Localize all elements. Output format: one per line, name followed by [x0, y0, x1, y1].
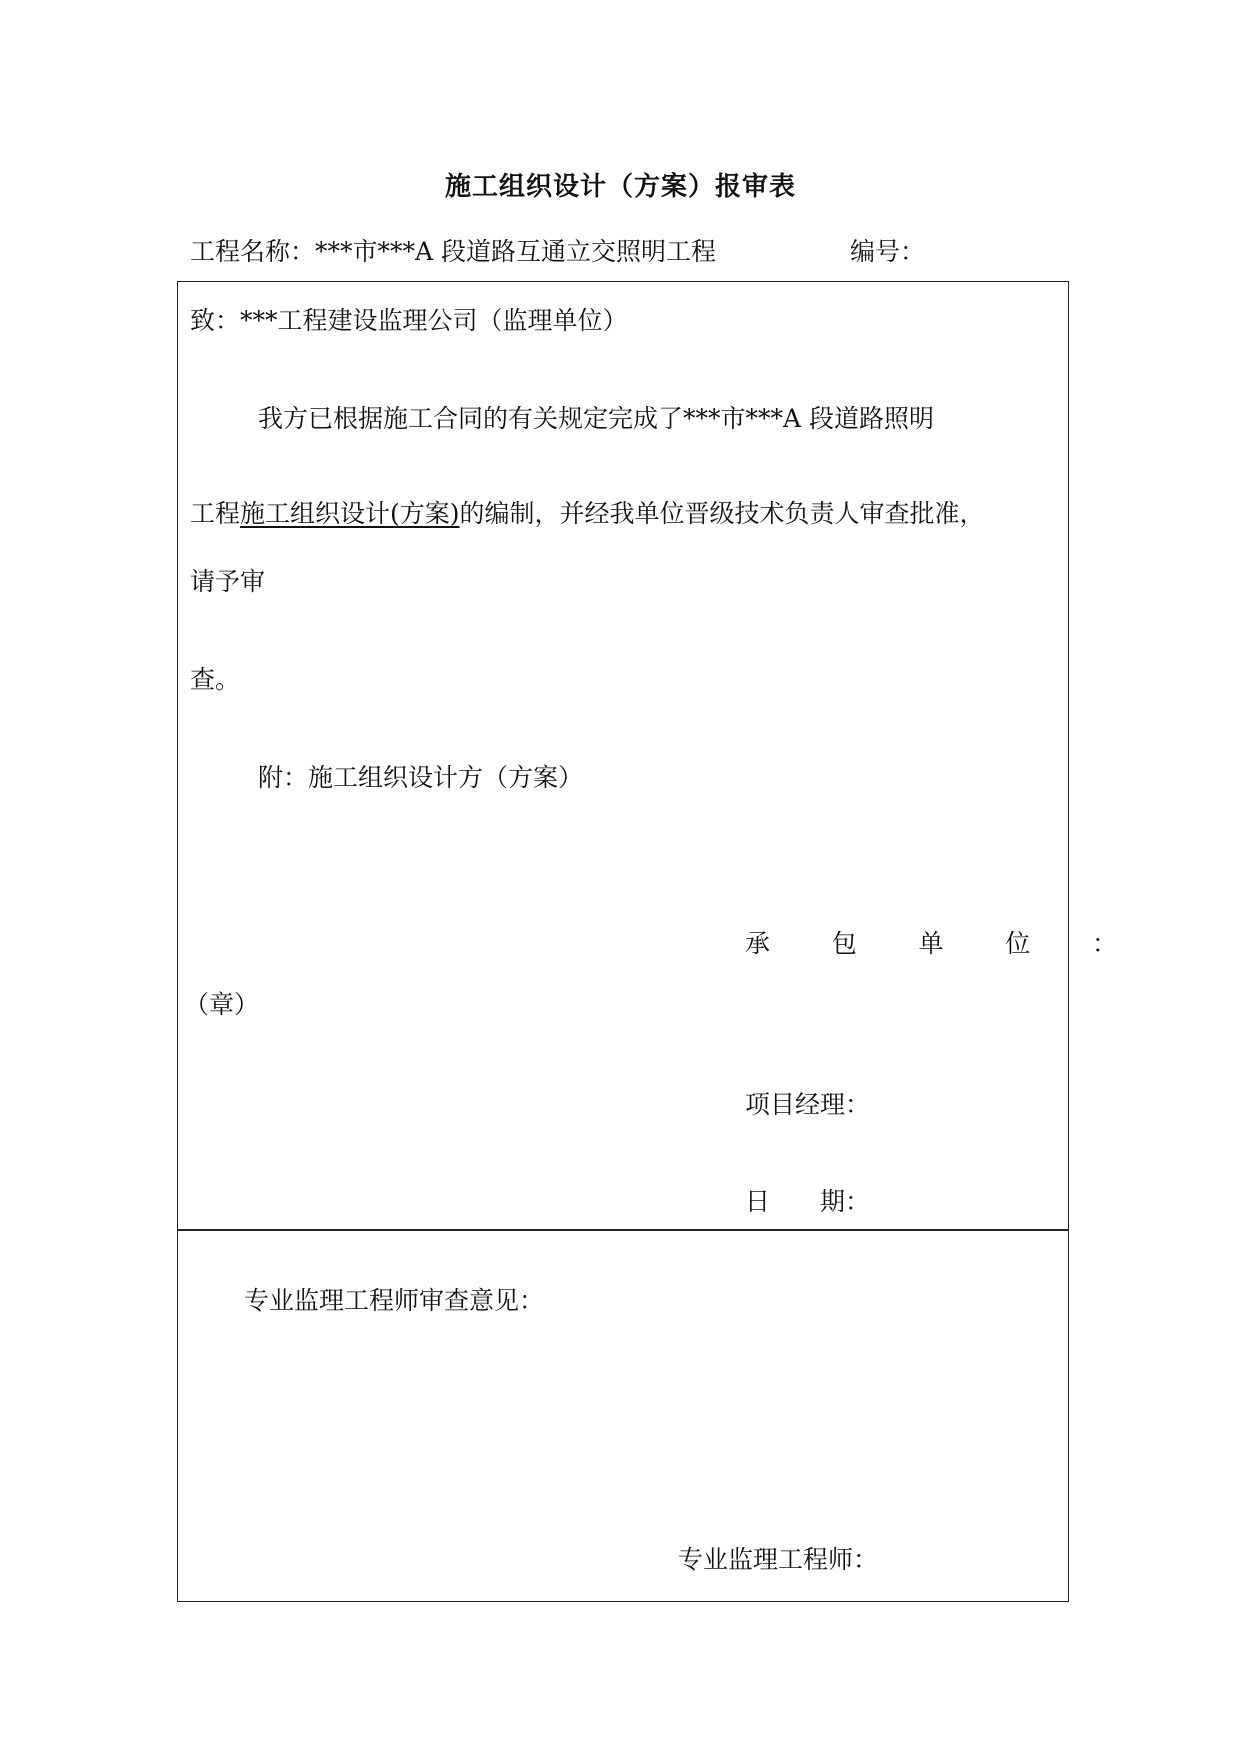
- date-label: [745, 1182, 870, 1218]
- engineer-signature-label: 专业监理工程师：: [678, 1545, 879, 1574]
- contractor-char: 承: [745, 929, 771, 958]
- paragraph-line-4: 查。: [190, 665, 241, 694]
- contractor-char: 单: [918, 929, 944, 958]
- paragraph-line-2-suffix: 的编制，并经我单位晋级技术负责人审查批准，: [459, 499, 985, 528]
- document-title: 施工组织设计（方案）报审表: [444, 172, 796, 202]
- project-name-line: 工程名称：***市***A 段道路互通立交照明工程: [190, 237, 717, 266]
- attachment-line: 附：施工组织设计方（方案）: [258, 763, 584, 792]
- paragraph-line-3: 请予审: [190, 567, 266, 596]
- contractor-char: 位: [1005, 929, 1031, 958]
- date-label-char: 日: [745, 1187, 771, 1216]
- contractor-char: 包: [831, 929, 857, 958]
- project-manager-label: 项目经理：: [745, 1090, 871, 1119]
- number-label: 编号：: [850, 237, 926, 266]
- addressee-line: 致：***工程建设监理公司（监理单位）: [190, 306, 628, 335]
- seal-label: （章）: [184, 990, 260, 1019]
- date-label-char: 期：: [820, 1187, 871, 1216]
- paragraph-line-2: [190, 494, 985, 530]
- review-opinion-label: 专业监理工程师审查意见：: [244, 1286, 545, 1315]
- document-type-underlined: 施工组织设计(方案): [240, 499, 460, 528]
- contractor-char: ：: [1091, 929, 1117, 958]
- contractor-label: [745, 924, 1117, 960]
- paragraph-line-1: 我方已根据施工合同的有关规定完成了***市***A 段道路照明: [258, 404, 935, 433]
- paragraph-line-2-prefix: 工程: [190, 499, 241, 528]
